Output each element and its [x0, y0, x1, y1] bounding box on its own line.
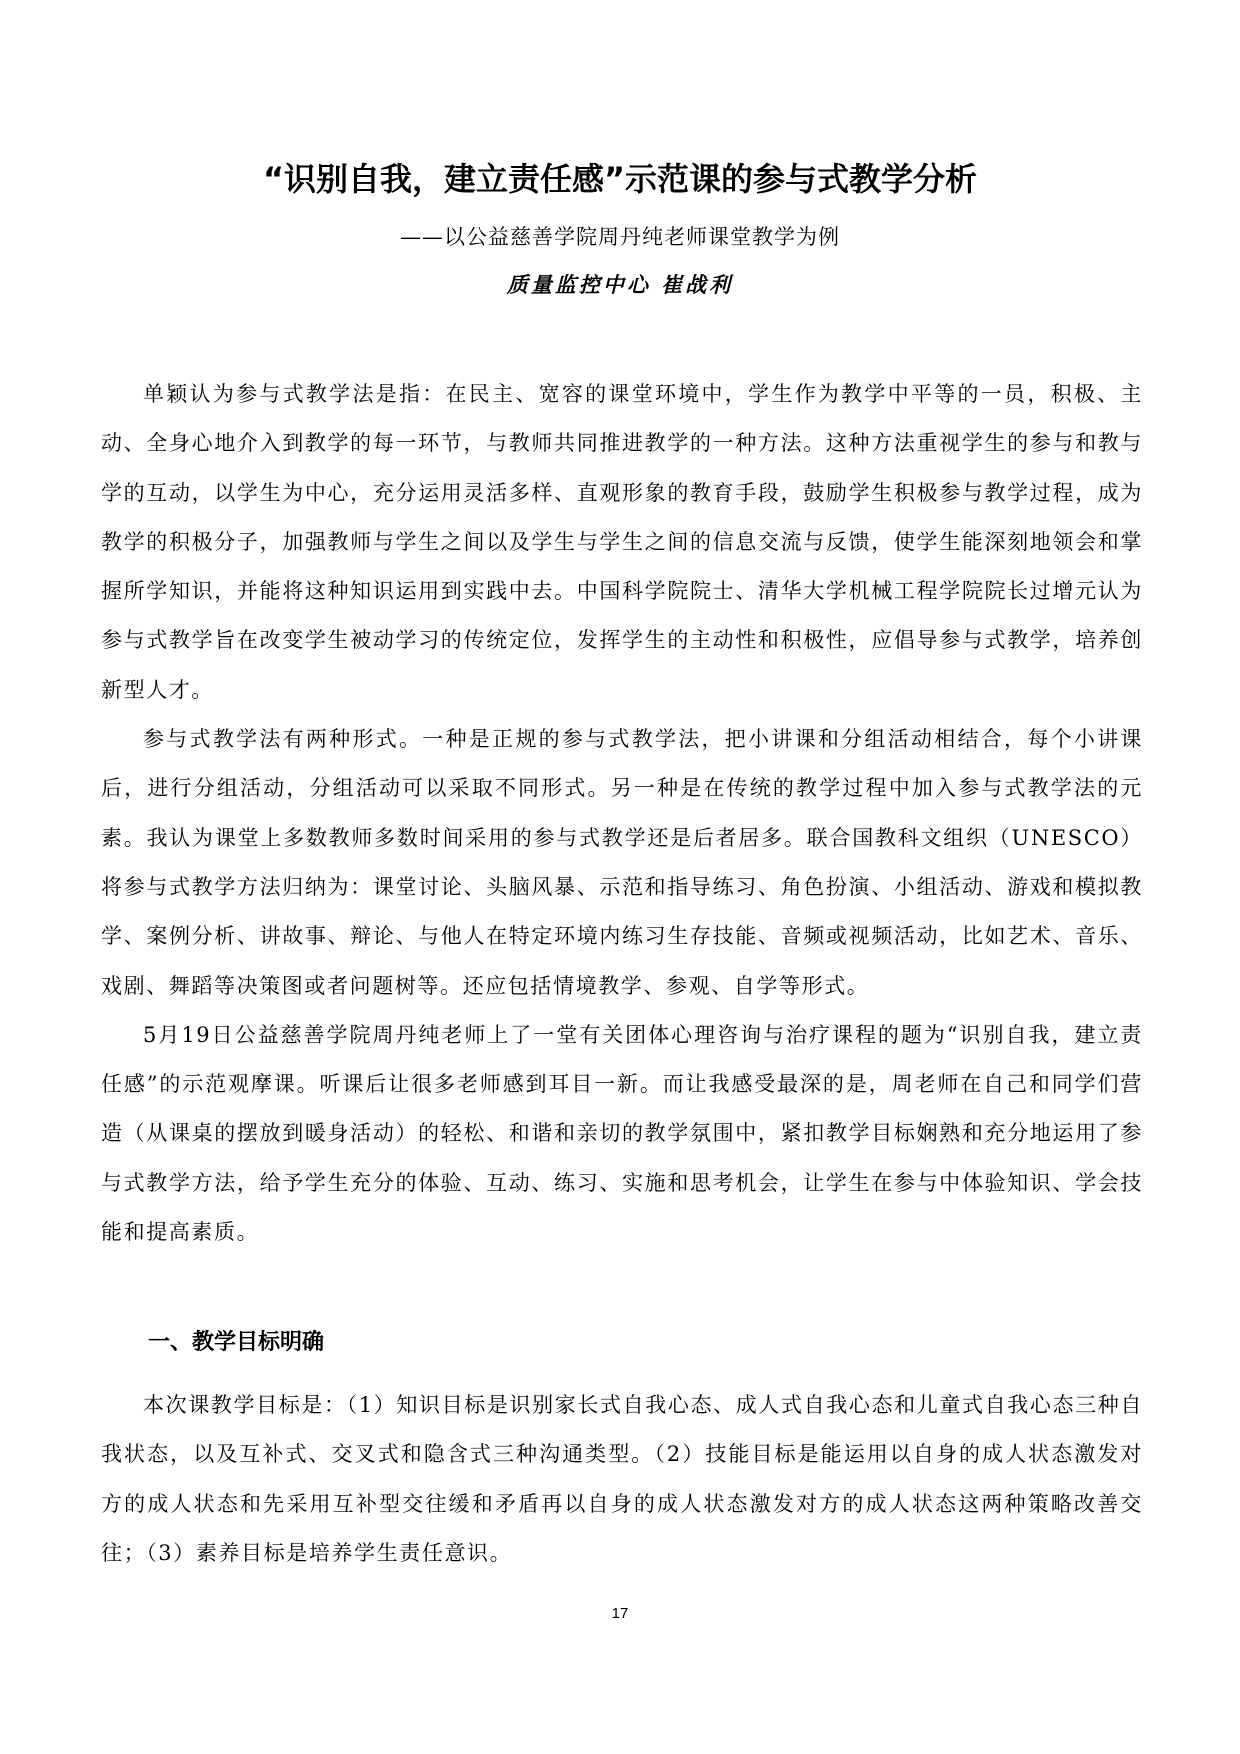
- intro-body: [101, 370, 1143, 1257]
- body-paragraph: 单颖认为参与式教学法是指：在民主、宽容的课堂环境中，学生作为教学中平等的一员，积极、主动、全身心地介入到教学的每一环节，与教师共同推进教学的一种方法。这种方法重视学生的参与和教与学的互动，以学生为中心，充分运用灵活多样、直观形象的教育手段，鼓励学生积极参与教学过程，成为教学的积极分子，加强教师与学生之间以及学生与学生之间的信息交流与反馈，使学生能深刻地领会和掌握所学知识，并能将这种知识运用到实践中去。中国科学院院士、清华大学机械工程学院院长过增元认为参与式教学旨在改变学生被动学习的传统定位，发挥学生的主动性和积极性，应倡导参与式教学，培养创新型人才。: [101, 382, 1143, 702]
- section-body: [101, 1381, 1143, 1578]
- document-subtitle: ——以公益慈善学院周丹纯老师课堂教学为例: [400, 225, 840, 249]
- body-paragraph: 5月19日公益慈善学院周丹纯老师上了一堂有关团体心理咨询与治疗课程的题为“识别自我，建立责任感”的示范观摩课。听课后让很多老师感到耳目一新。而让我感受最深的是，周老师在自己和同学们营造（从课桌的摆放到暖身活动）的轻松、和谐和亲切的教学氛围中，紧扣教学目标娴熟和充分地运用了参与式教学方法，给予学生充分的体验、互动、练习、实施和思考机会，让学生在参与中体验知识、学会技能和提高素质。: [101, 1022, 1143, 1245]
- body-paragraph: 参与式教学法有两种形式。一种是正规的参与式教学法，把小讲课和分组活动相结合，每个小讲课后，进行分组活动，分组活动可以采取不同形式。另一种是在传统的教学过程中加入参与式教学法的元素。我认为课堂上多数教师多数时间采用的参与式教学还是后者居多。联合国教科文组织（UNESCO）将参与式教学方法归纳为：课堂讨论、头脑风暴、示范和指导练习、角色扮演、小组活动、游戏和模拟教学、案例分析、讲故事、辩论、与他人在特定环境内练习生存技能、音频或视频活动，比如艺术、音乐、戏剧、舞蹈等决策图或者问题树等。还应包括情境教学、参观、自学等形式。: [101, 727, 1143, 998]
- section-heading: 一、教学目标明确: [148, 1330, 325, 1355]
- author-line: 质量监控中心 崔战利: [506, 272, 734, 297]
- body-paragraph: 本次课教学目标是：（1）知识目标是识别家长式自我心态、成人式自我心态和儿童式自我心态三种自我状态，以及互补式、交叉式和隐含式三种沟通类型。（2）技能目标是能运用以自身的成人状态激发对方的成人状态和先采用互补型交往缓和矛盾再以自身的成人状态激发对方的成人状态这两种策略改善交往；（3）素养目标是培养学生责任意识。: [101, 1393, 1143, 1565]
- document-title: “识别自我，建立责任感”示范课的参与式教学分析: [262, 160, 978, 198]
- page-number: 17: [611, 1605, 629, 1622]
